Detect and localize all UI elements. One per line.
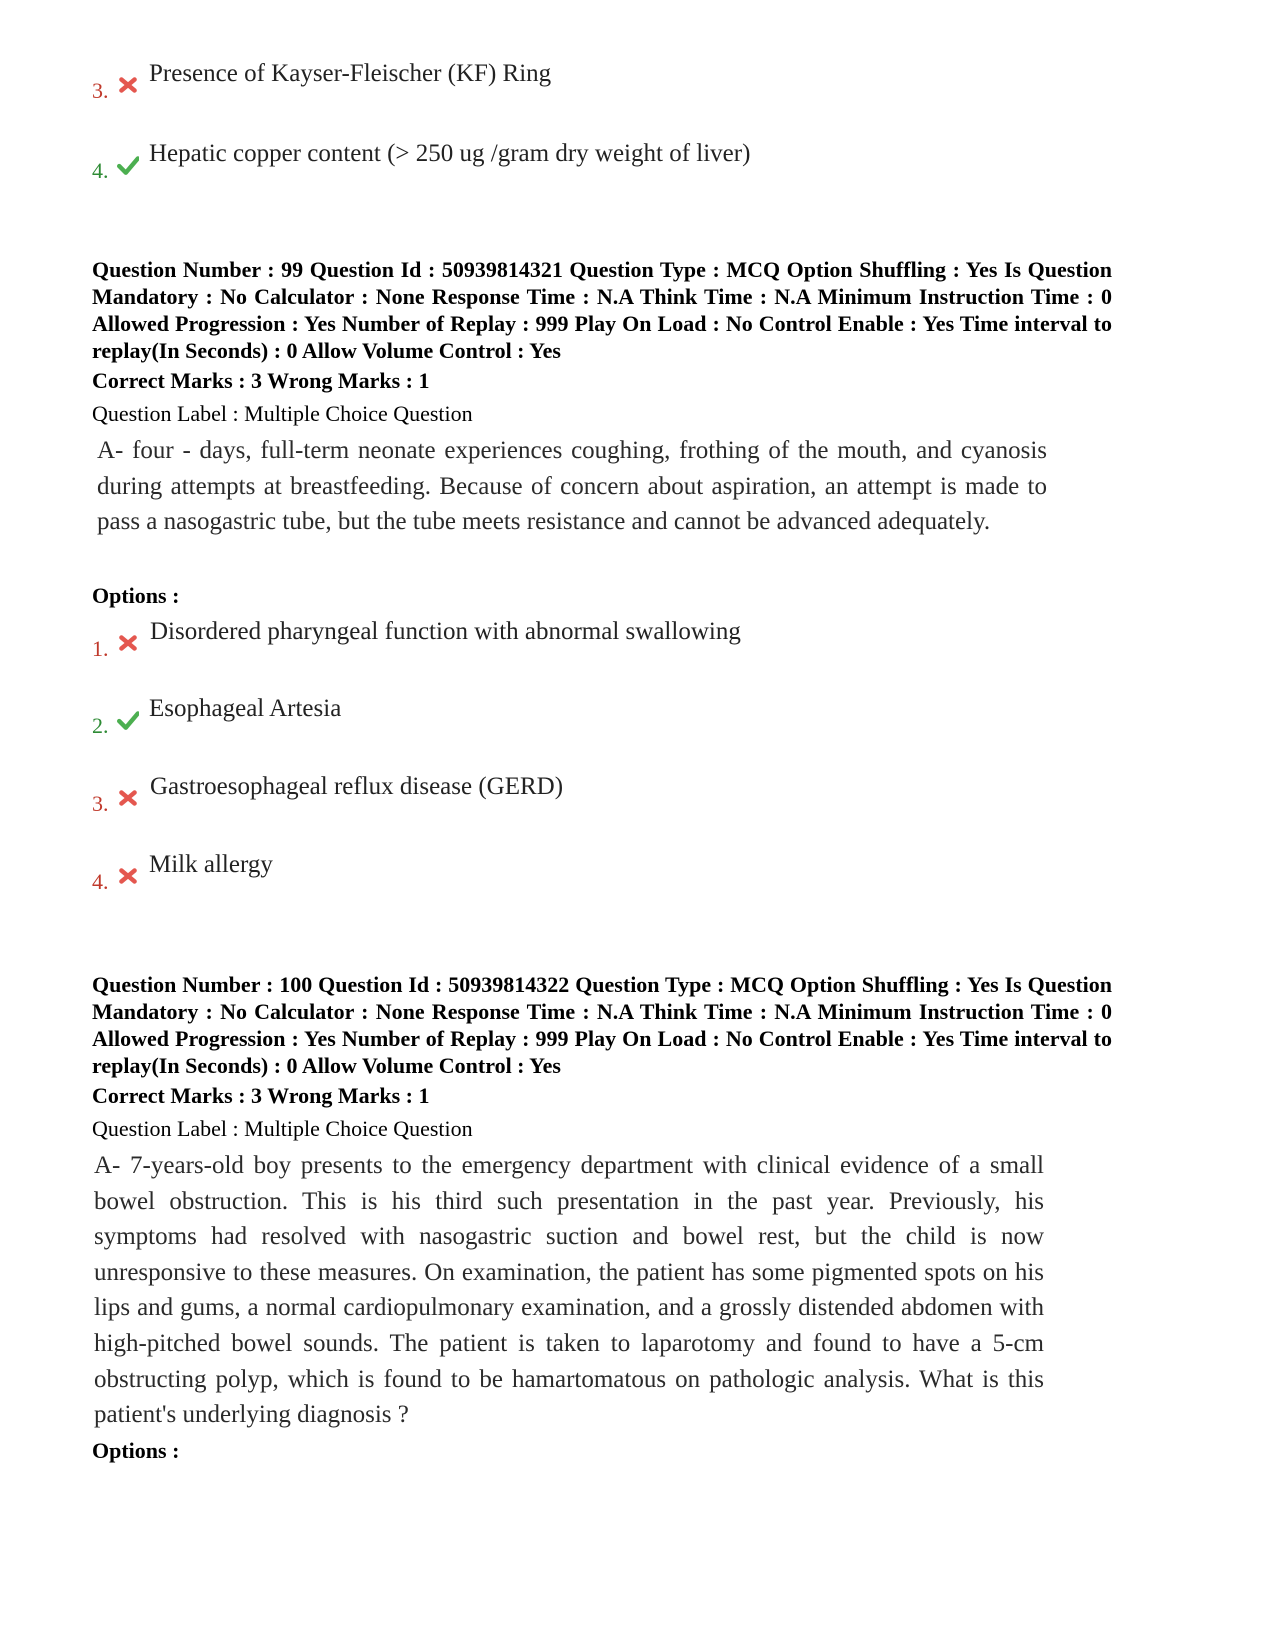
question-marks: Correct Marks : 3 Wrong Marks : 1 xyxy=(92,368,430,393)
option-number: 3. xyxy=(92,791,109,816)
options-label: Options : xyxy=(92,583,180,608)
cross-icon xyxy=(117,787,139,809)
cross-icon xyxy=(117,632,139,654)
check-icon xyxy=(117,709,139,731)
question-text: A- four - days, full-term neonate experiences coughing, frothing of the mouth, and cyanosis during attempts at breastfeeding. Because of concern about aspiration, an attempt is made to pass a nasogastric tube, but the tube meets resistance and cannot be advanced adequately. xyxy=(97,437,1047,535)
question-text: A- 7-years-old boy presents to the emergency department with clinical evidence of a small bowel obstruction. This is his third such presentation in the past year. Previously, his symptoms had resolved with nasogastric suction and bowel rest, but the child is now unresponsive to these measures. On examination, the patient has some pigmented spots on his lips and gums, a normal cardiopulmonary examination, and a grossly distended abdomen with high-pitched bowel sounds. The patient is taken to laparotomy and found to have a 5-cm obstructing polyp, which is found to be hamartomatous on pathologic analysis. What is this patient's underlying diagnosis ? xyxy=(94,1152,1044,1429)
option-text: Disordered pharyngeal function with abnormal swallowing xyxy=(150,618,741,645)
option-text: Milk allergy xyxy=(149,851,273,878)
question-meta: Question Number : 99 Question Id : 50939814321 Question Type : MCQ Option Shuffling : Yes Is Question Mandatory : No Calculator : None Response Time : N.A Think Time : N.A Minimum Instruction Time : 0 Allowed Progression : Yes Number of Replay : 999 Play On Load : No Control Enable : Yes Time interval to replay(In Seconds) : 0 Allow Volume Control : Yes xyxy=(92,257,1112,363)
cross-icon xyxy=(117,865,139,887)
option-number: 2. xyxy=(92,713,109,738)
question-marks: Correct Marks : 3 Wrong Marks : 1 xyxy=(92,1083,430,1108)
cross-icon xyxy=(117,74,139,96)
option-text: Esophageal Artesia xyxy=(149,695,342,722)
question-meta: Question Number : 100 Question Id : 50939814322 Question Type : MCQ Option Shuffling : Yes Is Question Mandatory : No Calculator : None Response Time : N.A Think Time : N.A Minimum Instruction Time : 0 Allowed Progression : Yes Number of Replay : 999 Play On Load : No Control Enable : Yes Time interval to replay(In Seconds) : 0 Allow Volume Control : Yes xyxy=(92,972,1112,1078)
options-label: Options : xyxy=(92,1438,180,1463)
option-number: 4. xyxy=(92,158,109,183)
option-number: 1. xyxy=(92,636,109,661)
option-number: 4. xyxy=(92,869,109,894)
option-text: Hepatic copper content (> 250 ug /gram dry weight of liver) xyxy=(149,140,751,167)
option-text: Presence of Kayser-Fleischer (KF) Ring xyxy=(149,60,552,87)
question-label: Question Label : Multiple Choice Question xyxy=(92,1116,473,1141)
question-label: Question Label : Multiple Choice Question xyxy=(92,401,473,426)
check-icon xyxy=(117,154,139,176)
option-number: 3. xyxy=(92,78,109,103)
option-text: Gastroesophageal reflux disease (GERD) xyxy=(150,773,564,800)
